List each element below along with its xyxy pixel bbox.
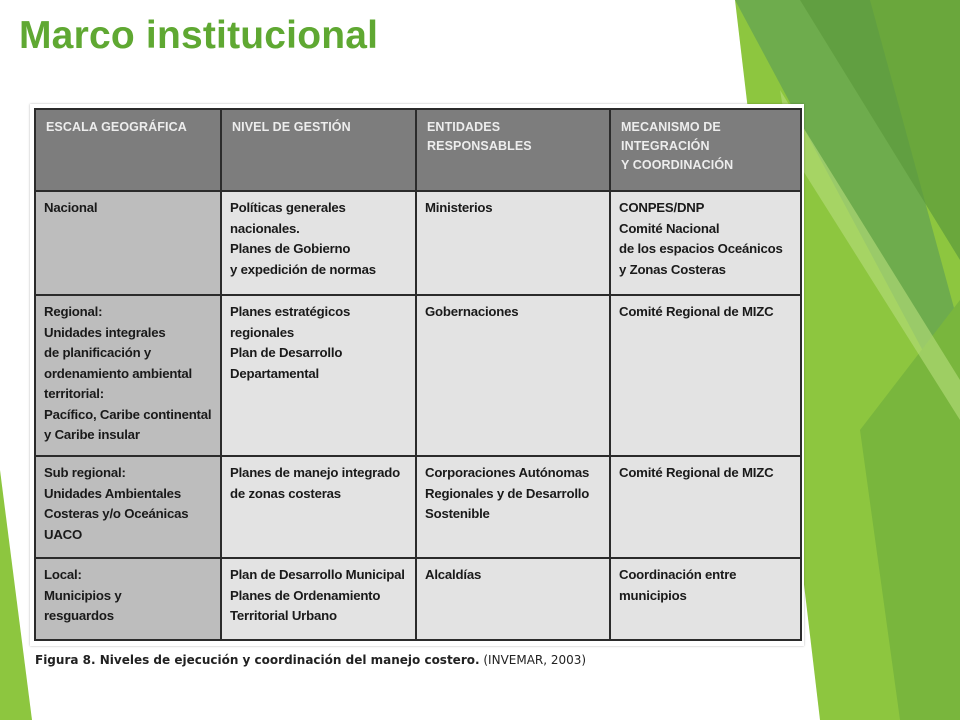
cell-line: Plan de Desarrollo — [230, 345, 343, 360]
cell-line: regionales — [230, 324, 294, 340]
cell-line: Regional: — [44, 304, 103, 319]
cell-line: Regionales y de Desarrollo — [425, 485, 590, 501]
header-cell-entities — [416, 109, 610, 191]
cell-line: de los espacios Oceánicos — [619, 241, 783, 256]
cell-line: Ministerios — [425, 200, 493, 215]
entities-cell — [416, 191, 610, 295]
cell-line: Territorial Urbano — [230, 608, 337, 623]
cell-line: Políticas generales — [230, 200, 346, 215]
mechanism-cell — [610, 191, 801, 295]
management-cell — [221, 456, 416, 558]
cell-line: Sub regional: — [44, 465, 126, 480]
cell-line: y expedición de normas — [230, 261, 376, 277]
cell-line: Comité Nacional — [619, 220, 720, 236]
table-figure — [30, 104, 804, 646]
entities-cell — [416, 558, 610, 640]
table-row — [35, 295, 801, 456]
cell-line: ordenamiento ambiental — [44, 365, 193, 381]
header-line: INTEGRACIÓN — [621, 139, 710, 153]
cell-line: resguardos — [44, 608, 114, 623]
table-row — [35, 191, 801, 295]
cell-line: municipios — [619, 587, 687, 603]
mechanism-cell — [610, 558, 801, 640]
cell-line: de planificación y — [44, 345, 152, 360]
header-row — [35, 109, 801, 191]
header-cell-management — [221, 109, 416, 191]
cell-line: Coordinación entre — [619, 567, 737, 582]
caption-source: (INVEMAR, 2003) — [483, 653, 587, 667]
management-cell — [221, 295, 416, 456]
cell-line: CONPES/DNP — [619, 200, 705, 215]
management-cell — [221, 558, 416, 640]
cell-line: Comité Regional de MIZC — [619, 304, 774, 319]
cell-line: Municipios y — [44, 587, 122, 603]
cell-line: Pacífico, Caribe continental — [44, 406, 212, 422]
entities-cell — [416, 295, 610, 456]
cell-line: Gobernaciones — [425, 304, 519, 319]
table-row — [35, 558, 801, 640]
cell-line: Planes de Ordenamiento — [230, 587, 381, 603]
header-cell-scale — [35, 109, 221, 191]
header-cell-mechanism — [610, 109, 801, 191]
institutional-table — [34, 108, 802, 641]
cell-line: de zonas costeras — [230, 485, 341, 501]
figure-caption — [35, 653, 586, 667]
cell-line: Planes de Gobierno — [230, 241, 351, 256]
green-sliver-left — [0, 470, 32, 720]
cell-line: y Zonas Costeras — [619, 261, 726, 277]
cell-line: Sostenible — [425, 506, 490, 521]
management-cell — [221, 191, 416, 295]
cell-line: territorial: — [44, 386, 104, 401]
entities-cell — [416, 456, 610, 558]
scale-cell — [35, 295, 221, 456]
cell-line: Corporaciones Autónomas — [425, 465, 590, 480]
header-line: ESCALA GEOGRÁFICA — [46, 120, 187, 134]
header-line: NIVEL DE GESTIÓN — [232, 120, 351, 134]
table-row — [35, 456, 801, 558]
header-line: RESPONSABLES — [427, 139, 532, 153]
cell-line: y Caribe insular — [44, 427, 140, 442]
scale-cell — [35, 456, 221, 558]
caption-label: Figura 8. Niveles de ejecución y coordinación del manejo costero. — [35, 653, 480, 667]
cell-line: Costeras y/o Oceánicas — [44, 506, 189, 521]
header-line: Y COORDINACIÓN — [621, 158, 734, 172]
cell-line: Nacional — [44, 200, 98, 215]
header-line: MECANISMO DE — [621, 120, 721, 134]
cell-line: Planes de manejo integrado — [230, 465, 400, 480]
cell-line: Departamental — [230, 365, 320, 381]
cell-line: UACO — [44, 526, 83, 542]
scale-cell — [35, 191, 221, 295]
cell-line: Local: — [44, 567, 82, 582]
mechanism-cell — [610, 295, 801, 456]
cell-line: Unidades integrales — [44, 324, 166, 340]
header-line: ENTIDADES — [427, 120, 501, 134]
cell-line: Unidades Ambientales — [44, 485, 181, 501]
cell-line: Planes estratégicos — [230, 304, 351, 319]
mechanism-cell — [610, 456, 801, 558]
cell-line: Alcaldías — [425, 567, 482, 582]
scale-cell — [35, 558, 221, 640]
cell-line: nacionales. — [230, 220, 300, 236]
page-title: Marco institucional — [19, 14, 379, 57]
cell-line: Comité Regional de MIZC — [619, 465, 774, 480]
cell-line: Plan de Desarrollo Municipal — [230, 567, 405, 582]
